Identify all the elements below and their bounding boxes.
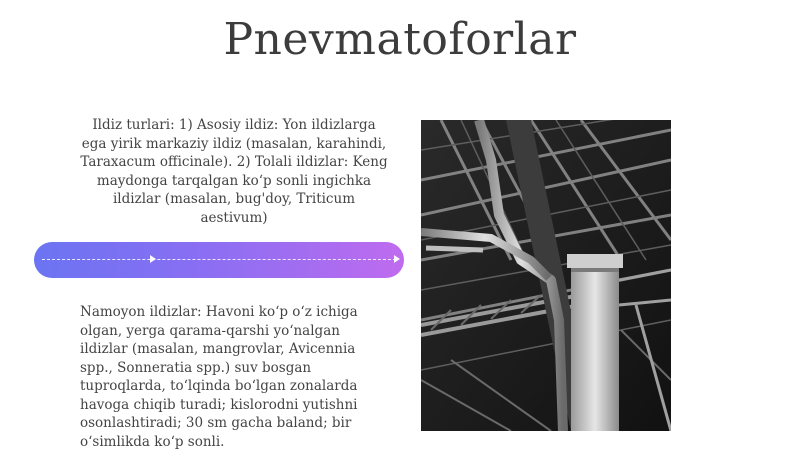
divider-bar xyxy=(34,242,404,278)
industrial-pipes-photo xyxy=(421,120,671,431)
root-types-text: Ildiz turlari: 1) Asosiy ildiz: Yon ildizlarga ega yirik markaziy ildiz (masalan, karahindi, Taraxacum officinale). 2) Tolali ildizlar: Keng maydonga tarqalgan ko‘p sonli ingichka ildizlar (masalan, bug'doy, Triticum aestivum) xyxy=(80,117,388,226)
arrow-right-icon xyxy=(394,255,400,263)
slide-title: Pnevmatoforlar xyxy=(223,14,577,65)
aerial-roots-text: Namoyon ildizlar: Havoni ko‘p o‘z ichiga olgan, yerga qarama-qarshi yo‘nalgan ildizlar (masalan, mangrovlar, Avicennia spp., Sonneratia spp.) suv bosgan tuproqlarda, to‘lqinda bo‘lgan zonalarda havoga chiqib turadi; kislorodni yutishni osonlashtiradi; 30 sm gacha baland; bir o‘simlikda ko‘p sonli. xyxy=(80,304,358,450)
arrow-right-icon xyxy=(150,255,156,263)
divider-dashed-line xyxy=(42,259,396,260)
